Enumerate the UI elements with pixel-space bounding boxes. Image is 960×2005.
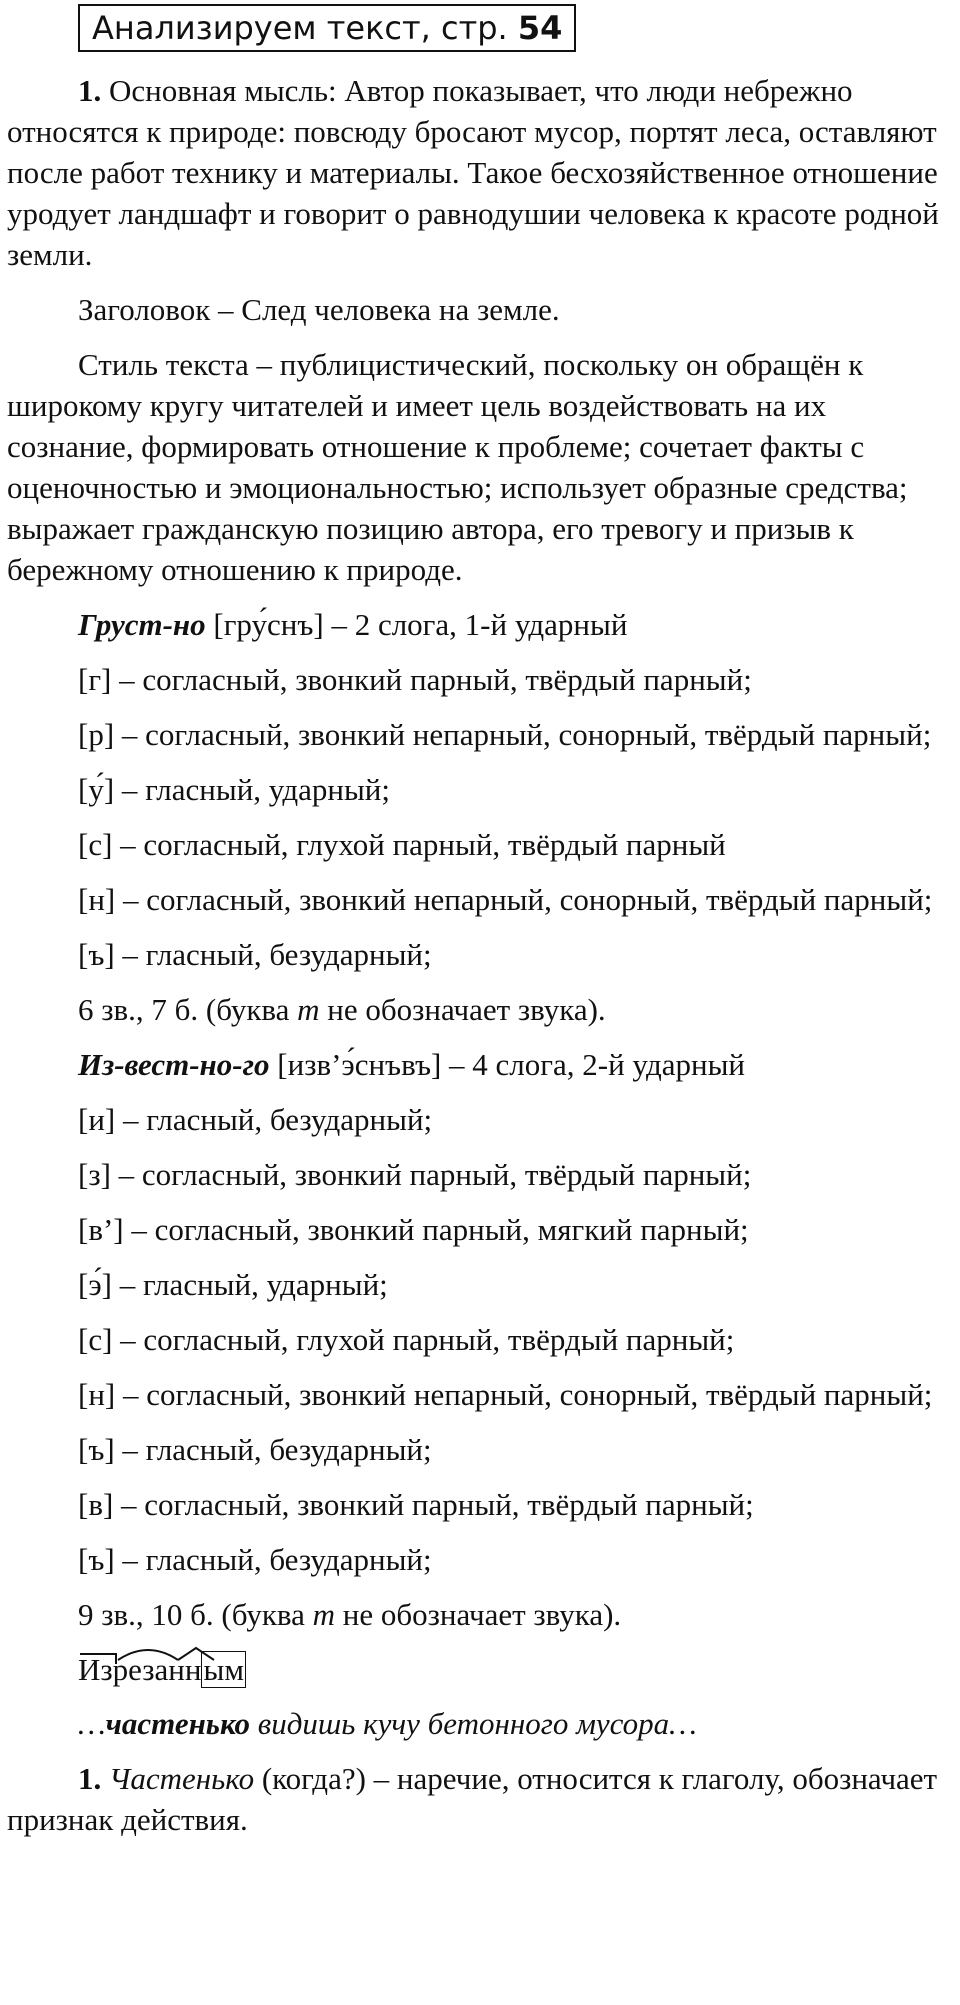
word2-summary <box>7 1594 957 1635</box>
word2-word: Из-вест-но-го <box>78 1047 270 1082</box>
word1-word: Груст-но <box>78 607 206 642</box>
word2-sound: [н] – согласный, звонкий непарный, сонорный, твёрдый парный; <box>78 1377 933 1412</box>
main-idea-text: Основная мысль: Автор показывает, что люди небрежно относятся к природе: повсюду бросают мусор, портят леса, оставляют после работ технику и материалы. Такое бесхозяйственное отношение уродует ландшафт и говорит о равнодушии человека к красоте родной земли. <box>7 73 939 272</box>
morpheme-analysis <box>78 1650 246 1690</box>
quote-ellipsis: … <box>78 1706 106 1741</box>
morpheme-rest: н <box>184 1652 202 1687</box>
word2-heading <box>7 1044 957 1085</box>
word1-sound: [с] – согласный, глухой парный, твёрдый парный <box>78 827 726 862</box>
word2-sound: [ъ] – гласный, безударный; <box>78 1432 432 1467</box>
main-idea-paragraph <box>7 70 957 275</box>
morpheme-ending: ым <box>203 1652 244 1687</box>
word1-heading <box>7 604 957 645</box>
word1-summary <box>7 989 957 1030</box>
word1-transcription: [гру́снъ] – 2 слога, 1-й ударный <box>205 607 628 642</box>
summary-text: 9 зв., 10 б. (буква <box>78 1597 313 1632</box>
morpheme-row <box>7 1649 957 1693</box>
word1-sound: [у́] – гласный, ударный; <box>78 772 390 807</box>
word1-sound: [н] – согласный, звонкий непарный, сонорный, твёрдый парный; <box>78 882 933 917</box>
header-title: Анализируем текст, стр. <box>92 9 508 47</box>
morpheme-root: рез <box>112 1652 155 1687</box>
quote-line <box>7 1703 957 1744</box>
summary-text: 6 зв., 7 б. (буква <box>78 992 298 1027</box>
title-line: Заголовок – След человека на земле. <box>78 292 560 327</box>
item-number: 1. <box>78 73 102 108</box>
summary-text: не обозначает звука). <box>335 1597 622 1632</box>
style-paragraph: Стиль текста – публицистический, поскольку он обращён к широкому кругу читателей и имеет цель воздействовать на их сознание, формировать отношение к проблеме; сочетает факты с оценочностью и эмоциональностью; использует образные средства; выражает гражданскую позицию автора, его тревогу и призыв к бережному отношению к природе. <box>7 347 908 587</box>
summary-letter: т <box>297 992 320 1027</box>
adverb-word: Частенько <box>109 1761 255 1796</box>
word1-sound: [р] – согласный, звонкий непарный, сонорный, твёрдый парный; <box>78 717 932 752</box>
quote-bold-word: частенько <box>105 1706 250 1741</box>
word2-sound: [з] – согласный, звонкий парный, твёрдый парный; <box>78 1157 752 1192</box>
word1-sound: [ъ] – гласный, безударный; <box>78 937 432 972</box>
word2-sound: [в] – согласный, звонкий парный, твёрдый парный; <box>78 1487 754 1522</box>
adverb-text: (когда?) – наречие, относится к глаголу, обозначает признак действия. <box>7 1761 938 1837</box>
word2-transcription: [изв’э́снъвъ] – 4 слога, 2-й ударный <box>269 1047 746 1082</box>
word2-sound: [э́] – гласный, ударный; <box>78 1267 388 1302</box>
word2-sound: [с] – согласный, глухой парный, твёрдый парный; <box>78 1322 735 1357</box>
section-header <box>78 4 576 52</box>
word2-sound: [в’] – согласный, звонкий парный, мягкий парный; <box>78 1212 749 1247</box>
quote-rest: видишь кучу бетонного мусора… <box>249 1706 697 1741</box>
item-number: 1. <box>78 1761 102 1796</box>
adverb-paragraph <box>7 1758 957 1840</box>
document-body <box>7 70 957 1854</box>
morpheme-suffix: ан <box>154 1652 185 1687</box>
summary-letter: т <box>312 1597 336 1632</box>
word1-sound: [г] – согласный, звонкий парный, твёрдый парный; <box>78 662 752 697</box>
word2-sound: [и] – гласный, безударный; <box>78 1102 433 1137</box>
morpheme-prefix: Из <box>78 1652 113 1687</box>
word2-sound: [ъ] – гласный, безударный; <box>78 1542 432 1577</box>
header-page-number: 54 <box>517 9 563 47</box>
summary-text: не обозначает звука). <box>319 992 606 1027</box>
